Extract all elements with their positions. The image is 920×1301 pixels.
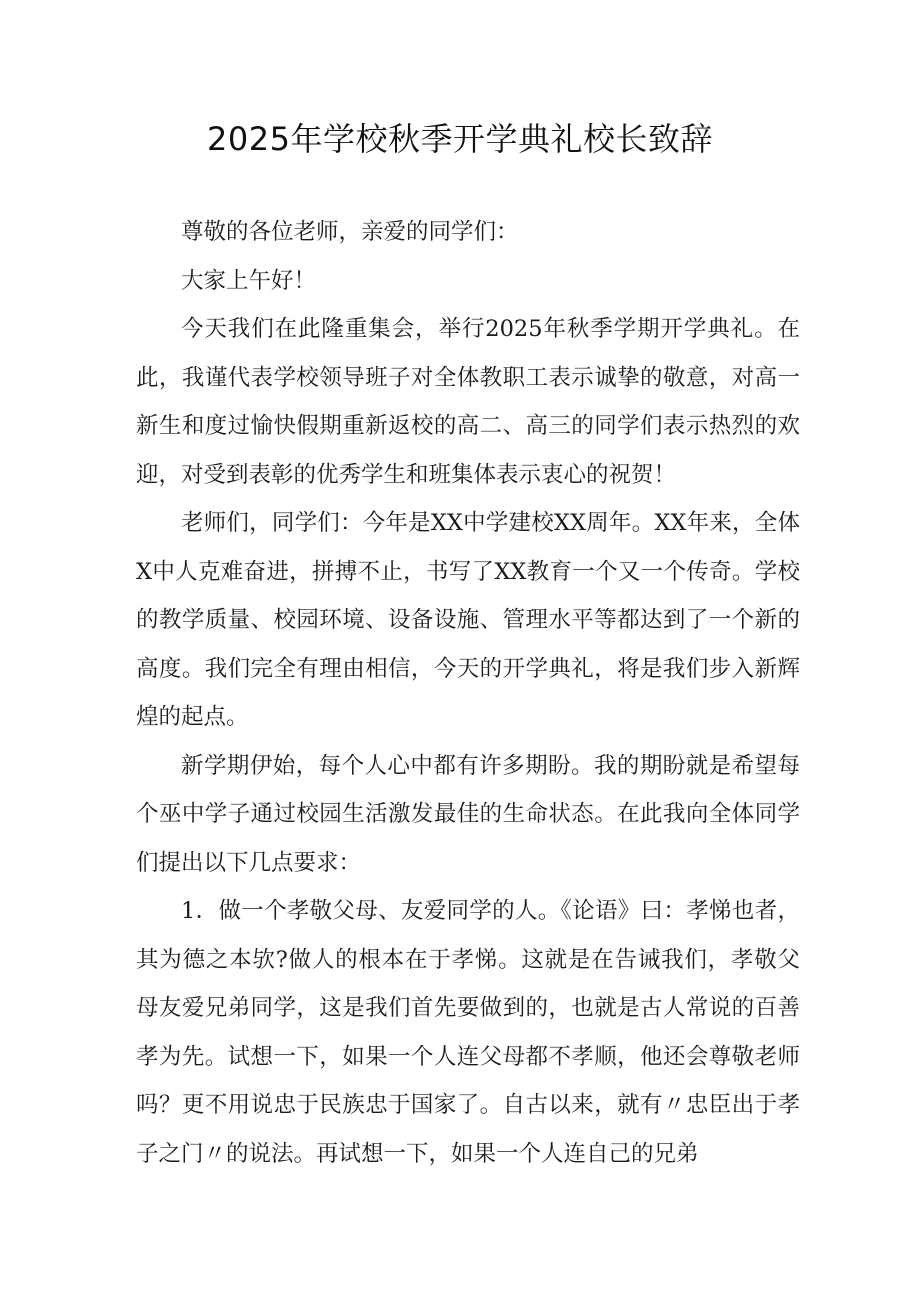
paragraph-requirement-1: 1．做一个孝敬父母、友爱同学的人。《论语》曰：孝悌也者，其为德之本欤?做人的根本在于孝悌。这就是在告诫我们，孝敬父母友爱兄弟同学，这是我们首先要做到的，也就是古人常说的百善孝为先。试想一下，如果一个人连父母都不孝顺，他还会尊敬老师吗？更不用说忠于民族忠于国家了。自古以来，就有〃忠臣出于孝子之门〃的说法。再试想一下，如果一个人连自己的兄弟 — [136, 898, 800, 1167]
paragraph-greeting: 尊敬的各位老师，亲爱的同学们： — [181, 219, 519, 245]
paragraph-expectations: 新学期伊始，每个人心中都有许多期盼。我的期盼就是希望每个巫中学子通过校园生活激发最佳的生命状态。在此我向全体同学们提出以下几点要求： — [136, 752, 800, 876]
paragraph-anniversary: 老师们，同学们：今年是XX中学建校XX周年。XX年来，全体X中人克难奋进，拼搏不止，书写了XX教育一个又一个传奇。学校的教学质量、校园环境、设备设施、管理水平等都达到了一个新的高度。我们完全有理由相信，今天的开学典礼，将是我们步入新辉煌的起点。 — [136, 510, 800, 730]
paragraph-good-morning: 大家上午好！ — [181, 267, 317, 294]
document-body — [136, 208, 800, 1178]
document-title: 2025年学校秋季开学典礼校长致辞 — [207, 120, 713, 158]
paragraph-opening: 今天我们在此隆重集会，举行2025年秋季学期开学典礼。在此，我谨代表学校领导班子对全体教职工表示诚挚的敬意，对高一新生和度过愉快假期重新返校的高二、高三的同学们表示热烈的欢迎，对受到表彰的优秀学生和班集体表示衷心的祝贺！ — [136, 316, 800, 488]
